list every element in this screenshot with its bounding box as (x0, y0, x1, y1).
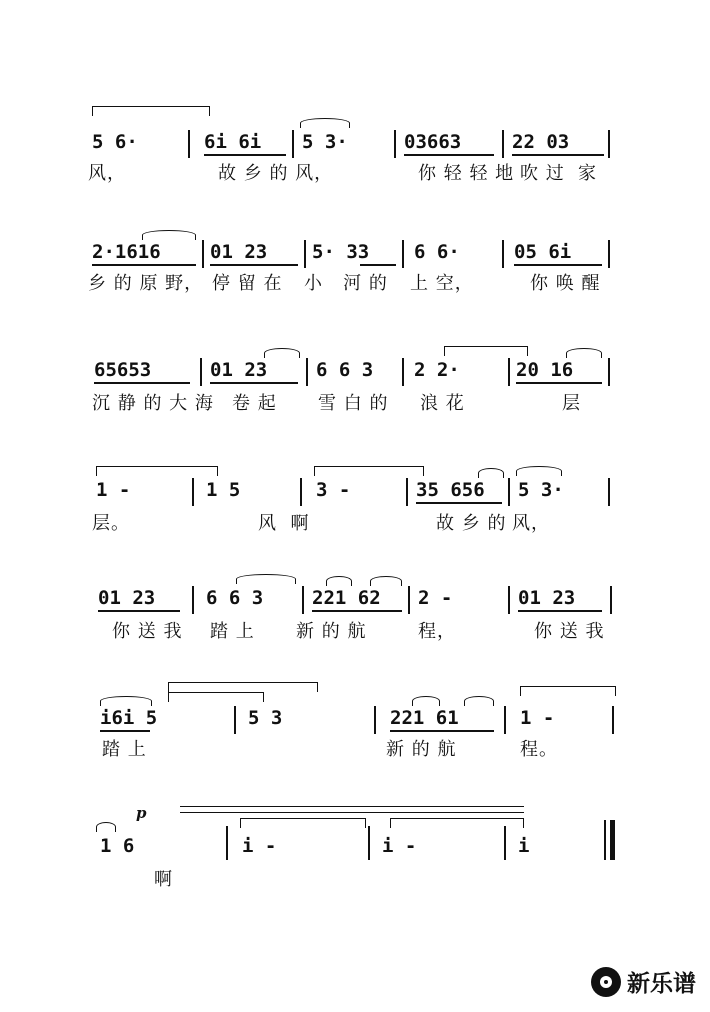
lyric: 风， (512, 513, 550, 534)
final-barline (604, 820, 606, 860)
measure: 5 3· (302, 131, 348, 153)
lyric: 啊 (154, 869, 173, 890)
measure: 1 6 (100, 835, 135, 857)
hairpin (180, 806, 524, 807)
lyric: 层 (562, 393, 581, 414)
measure: 5 3 (248, 707, 283, 729)
tie-bracket (168, 692, 264, 702)
measure: 2·1616 (92, 241, 161, 263)
measure: 1 - (520, 707, 555, 729)
measure: 1 - (96, 479, 131, 501)
measure: 5 6· (92, 131, 138, 153)
lyric: 风， (88, 163, 126, 184)
lyric: 雪 白 的 (318, 393, 389, 414)
measure: 01 23 (98, 587, 156, 609)
tie-bracket (520, 686, 616, 696)
measure: 1 5 (206, 479, 241, 501)
lyric: 踏 上 (210, 621, 255, 642)
lyric: 新 的 航 (296, 621, 367, 642)
measure: 2 2· (414, 359, 460, 381)
measure: 6 6 3 (316, 359, 374, 381)
measure: 221 61 (390, 707, 459, 729)
lyric: 卷 起 (232, 393, 277, 414)
measure: 221 62 (312, 587, 381, 609)
lyric: 程。 (520, 739, 558, 760)
measure: i6i 5 (100, 707, 158, 729)
lyric: 故 乡 的 (436, 513, 507, 534)
measure: 05 6i (514, 241, 572, 263)
measure: 01 23 (518, 587, 576, 609)
lyric: 上 空， (410, 273, 474, 294)
tie-bracket (168, 682, 318, 692)
lyric: 程， (418, 621, 456, 642)
measure: 6 6· (414, 241, 460, 263)
final-barline (610, 820, 615, 860)
measure: 01 23 (210, 359, 268, 381)
measure: i - (382, 835, 417, 857)
tie-bracket (314, 466, 424, 476)
tie (96, 822, 116, 832)
dynamic-marking: p (136, 804, 147, 822)
measure: 6 6 3 (206, 587, 264, 609)
site-logo (591, 965, 696, 998)
lyric: 吹 过 (520, 163, 565, 184)
tie-bracket (92, 106, 210, 116)
lyric: 你 送 我 (534, 621, 605, 642)
lyric: 你 送 我 (112, 621, 183, 642)
vinyl-record-icon (591, 967, 621, 997)
measure: i (518, 835, 530, 857)
measure: 2 - (418, 587, 453, 609)
lyric: 你 轻 轻 地 (418, 163, 515, 184)
lyric: 踏 上 (102, 739, 147, 760)
lyric: 层。 (92, 513, 130, 534)
tie-bracket (96, 466, 218, 476)
lyric: 风 啊 (258, 513, 310, 534)
measure: 35 656 (416, 479, 485, 501)
measure: i - (242, 835, 277, 857)
logo-text: 新乐谱 (627, 971, 696, 997)
measure: 5 3· (518, 479, 564, 501)
measure: 03663 (404, 131, 462, 153)
tie-bracket (444, 346, 528, 356)
lyric: 浪 花 (420, 393, 465, 414)
lyric: 你 唤 醒 (530, 273, 601, 294)
tie-bracket (240, 818, 366, 828)
measure: 5· 33 (312, 241, 370, 263)
lyric: 家 (578, 163, 597, 184)
lyric: 故 乡 的 风， (218, 163, 334, 184)
lyric: 小 河 的 (304, 273, 388, 294)
lyric: 乡 的 原 野， (88, 273, 204, 294)
measure: 01 23 (210, 241, 268, 263)
lyric: 停 留 在 (212, 273, 283, 294)
measure: 3 - (316, 479, 351, 501)
measure: 65653 (94, 359, 152, 381)
hairpin (180, 812, 524, 813)
measure: 20 16 (516, 359, 574, 381)
measure: 22 03 (512, 131, 570, 153)
lyric: 沉 静 的 大 海 (92, 393, 214, 414)
measure: 6i 6i (204, 131, 262, 153)
lyric: 新 的 航 (386, 739, 457, 760)
